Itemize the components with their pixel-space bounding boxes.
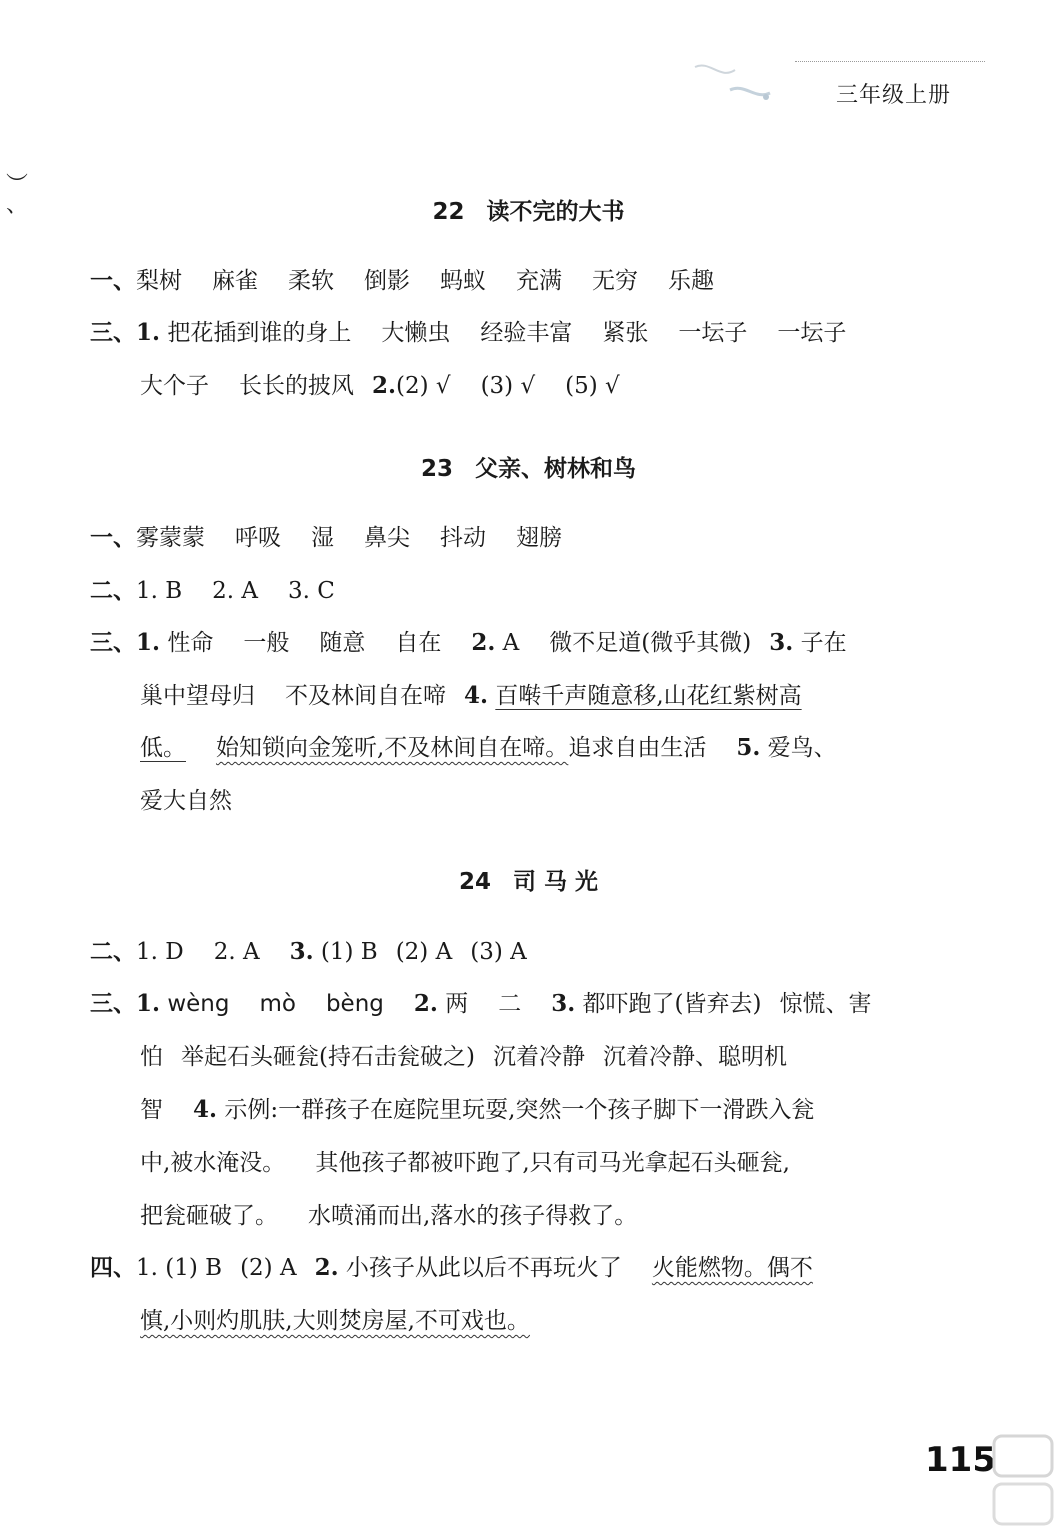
answer: 一坛子 xyxy=(678,320,748,346)
lesson-name: 读不完的大书 xyxy=(486,199,625,225)
answer: 两 xyxy=(445,991,469,1017)
lesson-number: 23 xyxy=(420,456,453,482)
lesson-23-q3-line1 xyxy=(90,628,847,658)
answer: 其他孩子都被吓跑了,只有司马光拿起石头砸瓮, xyxy=(315,1150,790,1176)
lesson-23-q3-line4: 爱大自然 xyxy=(140,788,232,814)
answer: 柔软 xyxy=(288,268,334,294)
item-number: 1. xyxy=(136,1255,158,1281)
question-label: 一、 xyxy=(90,524,136,551)
answer: 经验丰富 xyxy=(480,320,573,346)
answer: 充满 xyxy=(516,268,562,294)
lesson-number: 24 xyxy=(458,869,491,895)
answer: 怕 xyxy=(140,1044,163,1070)
answer: 巢中望母归 xyxy=(140,683,255,709)
lesson-23-q3-line3 xyxy=(140,733,837,763)
lesson-22-q3-line2 xyxy=(140,371,620,401)
answer: 麻雀 xyxy=(212,268,258,294)
question-label: 三、 xyxy=(90,629,136,656)
answer: (5) √ xyxy=(565,373,620,399)
lesson-23-q3-line2 xyxy=(140,681,802,711)
answer: 紧张 xyxy=(602,320,649,346)
watermark-logo-icon xyxy=(990,1428,1056,1528)
lesson-24-q3-line4 xyxy=(140,1148,790,1178)
lesson-24-q3-line1 xyxy=(90,989,872,1019)
item-number: 4. xyxy=(193,1096,218,1123)
answer: 呼吸 xyxy=(235,525,281,551)
lesson-22-q3-line1 xyxy=(90,318,846,348)
answer: 示例:一群孩子在庭院里玩耍,突然一个孩子脚下一滑跌入瓮 xyxy=(224,1097,815,1123)
pinyin: bèng xyxy=(325,991,384,1017)
answer: 1. B xyxy=(136,578,183,604)
answer: 随意 xyxy=(319,630,366,656)
answer: 梨树 xyxy=(136,268,182,294)
answer: 追求自由生活 xyxy=(568,735,707,761)
answer: 1. D xyxy=(136,939,184,965)
lesson-23-q1 xyxy=(90,523,562,553)
answer: 沉着冷静、聪明机 xyxy=(602,1044,787,1070)
question-label: 四、 xyxy=(90,1254,136,1281)
answer: (2) √ xyxy=(396,373,451,399)
lesson-name: 司 马 光 xyxy=(513,869,599,895)
underlined-answer: 低。 xyxy=(140,735,186,761)
answer: 翅膀 xyxy=(516,525,562,551)
item-number: 2. xyxy=(471,629,496,656)
answer: 子在 xyxy=(800,630,847,656)
answer: 2. A xyxy=(212,578,259,604)
answer: 爱鸟、 xyxy=(767,735,837,761)
wavy-underlined-answer: 始知锁向金笼听,不及林间自在啼。 xyxy=(216,735,569,761)
answer: 智 xyxy=(140,1097,163,1123)
pinyin: wèng xyxy=(167,991,230,1017)
pinyin: mò xyxy=(259,991,296,1017)
answer: 3. C xyxy=(288,578,335,604)
answer: 大懒虫 xyxy=(381,320,451,346)
answer: 无穷 xyxy=(592,268,638,294)
header-decoration-icon xyxy=(690,55,780,105)
item-number: 2. xyxy=(372,372,397,399)
answer: (3) A xyxy=(470,939,527,965)
answer: (2) A xyxy=(240,1255,297,1281)
lesson-24-q4-line1 xyxy=(90,1253,813,1283)
wavy-underlined-answer: 火能燃物。偶不 xyxy=(651,1255,813,1281)
question-label: 二、 xyxy=(90,938,136,965)
lesson-23-q2 xyxy=(90,576,335,606)
answer: 倒影 xyxy=(364,268,410,294)
lesson-24-title xyxy=(0,863,1057,896)
answer: 把花插到谁的身上 xyxy=(167,320,352,346)
underlined-answer: 百啭千声随意移,山花红紫树高 xyxy=(495,683,802,709)
item-number: 5. xyxy=(736,734,761,761)
answer: 大个子 xyxy=(140,373,209,399)
answer: 一坛子 xyxy=(777,320,847,346)
lesson-24-q3-line3 xyxy=(140,1095,814,1125)
item-number: 1. xyxy=(136,629,161,656)
answer: 性命 xyxy=(167,630,214,656)
answer: 二 xyxy=(498,991,522,1017)
lesson-name: 父亲、树林和鸟 xyxy=(475,456,636,482)
item-number: 2. xyxy=(314,1254,339,1281)
answer: 把瓮砸破了。 xyxy=(140,1203,278,1229)
answer: 蚂蚁 xyxy=(440,268,486,294)
corner-mark: ︶ 、 xyxy=(6,173,29,218)
answer: 自在 xyxy=(395,630,442,656)
wavy-underlined-answer: 慎,小则灼肌肤,大则焚房屋,不可戏也。 xyxy=(140,1308,530,1334)
answer: (2) A xyxy=(395,939,453,965)
answer: 不及林间自在啼 xyxy=(285,683,446,709)
item-number: 3. xyxy=(289,938,314,965)
answer: 一般 xyxy=(243,630,290,656)
lesson-22-q1 xyxy=(90,266,714,296)
question-label: 二、 xyxy=(90,577,136,604)
lesson-23-title xyxy=(0,450,1057,483)
question-label: 一、 xyxy=(90,267,136,294)
answer: 举起石头砸瓮(持石击瓮破之) xyxy=(181,1044,475,1070)
lesson-24-q3-line2 xyxy=(140,1042,787,1072)
grade-label: 三年级上册 xyxy=(836,83,952,108)
lesson-number: 22 xyxy=(432,199,465,225)
item-number: 1. xyxy=(136,319,161,346)
answer: 鼻尖 xyxy=(364,525,410,551)
answer: 抖动 xyxy=(440,525,486,551)
item-number: 1. xyxy=(136,990,161,1017)
answer: 2. A xyxy=(213,939,260,965)
answer: 小孩子从此以后不再玩火了 xyxy=(345,1255,622,1281)
answer: (1) B xyxy=(320,939,378,965)
answer: 微不足道(微乎其微) xyxy=(549,630,752,656)
lesson-24-q2 xyxy=(90,937,527,967)
answer: 都吓跑了(皆弃去) xyxy=(582,991,762,1017)
answer: 沉着冷静 xyxy=(492,1044,585,1070)
answer: 水喷涌而出,落水的孩子得救了。 xyxy=(308,1203,638,1229)
question-label: 三、 xyxy=(90,990,136,1017)
item-number: 4. xyxy=(464,682,489,709)
answer: 惊慌、害 xyxy=(779,991,872,1017)
answer: A xyxy=(502,630,520,656)
answer: 湿 xyxy=(311,525,334,551)
answer: (3) √ xyxy=(480,373,536,399)
header-rule xyxy=(795,61,985,62)
answer: 雾蒙蒙 xyxy=(136,525,205,551)
item-number: 3. xyxy=(551,990,576,1017)
item-number: 2. xyxy=(413,990,438,1017)
lesson-22-title xyxy=(0,193,1057,226)
item-number: 3. xyxy=(769,629,794,656)
lesson-24-q3-line5 xyxy=(140,1201,637,1231)
answer: 中,被水淹没。 xyxy=(140,1150,286,1176)
page-number: 115 xyxy=(925,1440,996,1480)
question-label: 三、 xyxy=(90,319,136,346)
answer: 乐趣 xyxy=(668,268,714,294)
lesson-24-q4-line2 xyxy=(140,1306,530,1336)
answer: (1) B xyxy=(165,1255,223,1281)
answer: 长长的披风 xyxy=(239,373,354,399)
